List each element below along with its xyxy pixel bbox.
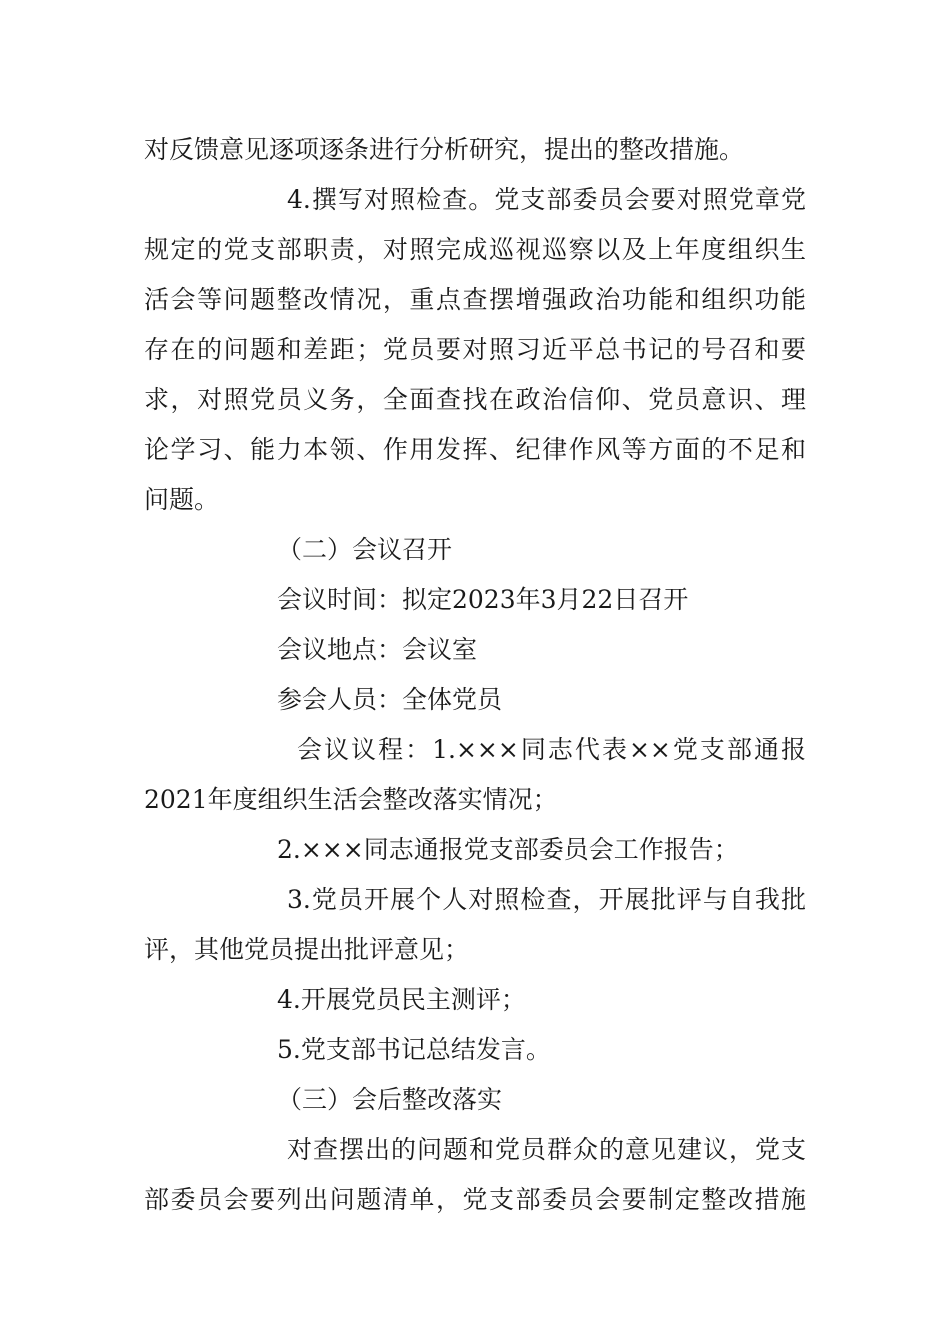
meeting-agenda: 会议议程：1.×××同志代表××党支部通报 (297, 735, 806, 764)
agenda-item-3-continued: 评，其他党员提出批评意见； (144, 935, 470, 964)
section-heading-rectification: （三）会后整改落实 (277, 1085, 503, 1114)
paragraph-line: 部委员会要列出问题清单，党支部委员会要制定整改措施 (144, 1185, 806, 1214)
paragraph-line: 问题。 (144, 485, 220, 514)
paragraph-line: 求，对照党员义务，全面查找在政治信仰、党员意识、理 (144, 385, 806, 414)
agenda-item-5: 5.党支部书记总结发言。 (277, 1035, 551, 1064)
paragraph-line: 存在的问题和差距；党员要对照习近平总书记的号召和要 (144, 335, 806, 364)
agenda-item-2: 2.×××同志通报党支部委员会工作报告； (277, 835, 739, 864)
agenda-item-4: 4.开展党员民主测评； (277, 985, 526, 1014)
meeting-attendees: 参会人员：全体党员 (277, 685, 503, 714)
meeting-location: 会议地点：会议室 (277, 635, 478, 664)
section-heading-meeting: （二）会议召开 (277, 535, 453, 564)
meeting-time: 会议时间：拟定2023年3月22日召开 (277, 585, 689, 614)
paragraph-line: 论学习、能力本领、作用发挥、纪律作风等方面的不足和 (144, 435, 806, 464)
paragraph-line: 规定的党支部职责，对照完成巡视巡察以及上年度组织生 (144, 235, 806, 264)
paragraph-line: 活会等问题整改情况，重点查摆增强政治功能和组织功能 (144, 285, 806, 314)
section-item-4-heading: 4.撰写对照检查。党支部委员会要对照党章党 (287, 185, 806, 214)
agenda-item-3: 3.党员开展个人对照检查，开展批评与自我批 (287, 885, 806, 914)
paragraph-line: 对反馈意见逐项逐条进行分析研究，提出的整改措施。 (144, 135, 745, 164)
paragraph-line: 对查摆出的问题和党员群众的意见建议，党支 (287, 1135, 806, 1164)
meeting-agenda-continued: 2021年度组织生活会整改落实情况； (144, 785, 558, 814)
